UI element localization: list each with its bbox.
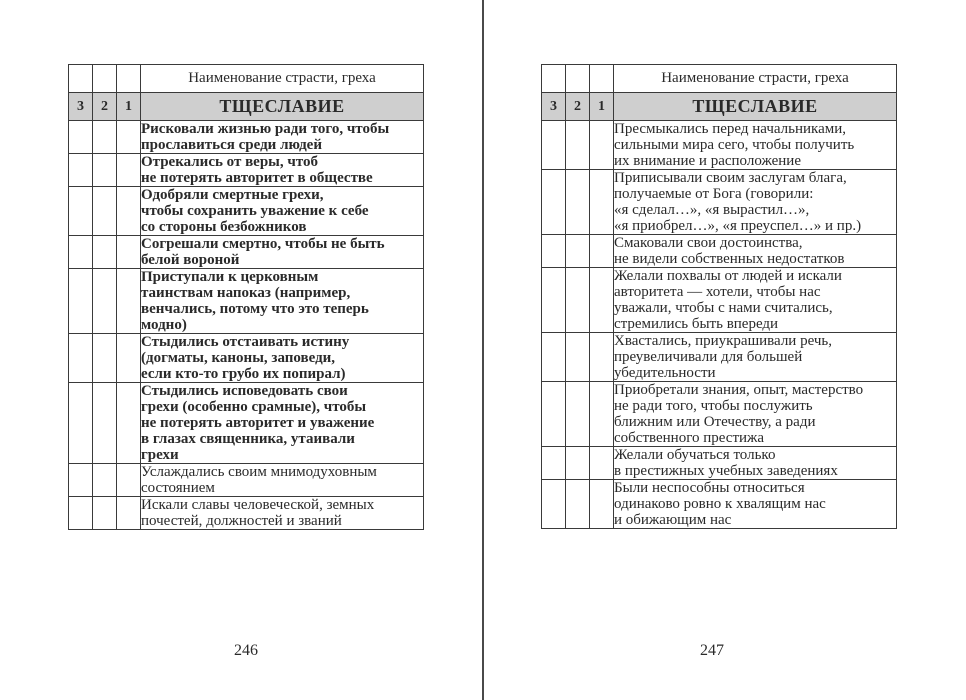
mark-cell[interactable]: [69, 121, 93, 154]
mark-cell[interactable]: [93, 464, 117, 497]
column-number-3: 3: [542, 93, 566, 121]
sin-text-line: ближним или Отечеству, а ради: [614, 414, 816, 430]
sin-text-line: Смаковали свои достоинства,: [614, 235, 803, 251]
mark-cell[interactable]: [69, 497, 93, 530]
empty-header-cell: [590, 65, 614, 93]
mark-cell[interactable]: [590, 121, 614, 170]
table-header-row: [69, 65, 424, 93]
mark-cell[interactable]: [93, 383, 117, 464]
mark-cell[interactable]: [566, 333, 590, 382]
mark-cell[interactable]: [117, 383, 141, 464]
sin-description: [614, 333, 897, 382]
sin-text-line: Одобряли смертные грехи,: [141, 187, 324, 203]
sin-text-line: получаемые от Бога (говорили:: [614, 186, 814, 202]
section-title-row: [69, 93, 424, 121]
sin-description: [141, 187, 424, 236]
sin-row: [69, 383, 424, 464]
mark-cell[interactable]: [566, 268, 590, 333]
sin-text-line: Приступали к церковным: [141, 269, 319, 285]
sin-text-line: Хвастались, приукрашивали речь,: [614, 333, 833, 349]
confession-table-right: [541, 64, 897, 529]
sin-row: [69, 269, 424, 334]
sin-text-line: не видели собственных недостатков: [614, 251, 845, 267]
mark-cell[interactable]: [542, 447, 566, 480]
sin-text-line: состоянием: [141, 480, 215, 496]
mark-cell[interactable]: [542, 235, 566, 268]
sin-text-line: венчались, потому что это теперь: [141, 301, 369, 317]
sin-text-line: со стороны безбожников: [141, 219, 307, 235]
mark-cell[interactable]: [117, 497, 141, 530]
sin-text-line: грехи (особенно срамные), чтобы: [141, 399, 367, 415]
mark-cell[interactable]: [93, 154, 117, 187]
mark-cell[interactable]: [590, 333, 614, 382]
sin-text-line: Согрешали смертно, чтобы не быть: [141, 236, 385, 252]
mark-cell[interactable]: [93, 236, 117, 269]
sin-description: [614, 268, 897, 333]
sin-description: [141, 154, 424, 187]
mark-cell[interactable]: [590, 382, 614, 447]
sin-text-line: чтобы сохранить уважение к себе: [141, 203, 369, 219]
mark-cell[interactable]: [590, 170, 614, 235]
mark-cell[interactable]: [566, 121, 590, 170]
sin-text-line: не ради того, чтобы послужить: [614, 398, 813, 414]
column-number-2: 2: [566, 93, 590, 121]
mark-cell[interactable]: [566, 447, 590, 480]
sin-text-line: уважали, чтобы с нами считались,: [614, 300, 833, 316]
mark-cell[interactable]: [69, 236, 93, 269]
sin-row: [69, 464, 424, 497]
sin-text-line: Приобретали знания, опыт, мастерство: [614, 382, 864, 398]
empty-header-cell: [93, 65, 117, 93]
sin-text-line: «я приобрел…», «я преуспел…» и пр.): [614, 218, 862, 234]
section-title: ТЩЕСЛАВИЕ: [614, 93, 897, 121]
empty-header-cell: [542, 65, 566, 93]
mark-cell[interactable]: [117, 121, 141, 154]
sin-description: [141, 121, 424, 154]
table-header-row: [542, 65, 897, 93]
sin-text-line: одинаково ровно к хвалящим нас: [614, 496, 826, 512]
sin-description: [141, 383, 424, 464]
mark-cell[interactable]: [93, 334, 117, 383]
sin-text-line: собственного престижа: [614, 430, 765, 446]
sin-text-line: сильными мира сего, чтобы получить: [614, 137, 855, 153]
mark-cell[interactable]: [117, 464, 141, 497]
sin-description: [614, 382, 897, 447]
empty-header-cell: [566, 65, 590, 93]
mark-cell[interactable]: [93, 187, 117, 236]
column-number-1: 1: [117, 93, 141, 121]
mark-cell[interactable]: [117, 154, 141, 187]
mark-cell[interactable]: [566, 170, 590, 235]
empty-header-cell: [69, 65, 93, 93]
sin-description: [141, 464, 424, 497]
sin-row: [69, 121, 424, 154]
sin-text-line: преувеличивали для большей: [614, 349, 803, 365]
right-page: [484, 0, 966, 700]
sin-text-line: не потерять авторитет и уважение: [141, 415, 375, 431]
sin-row: [69, 187, 424, 236]
sin-text-line: почестей, должностей и званий: [141, 513, 342, 529]
sin-text-line: Отрекались от веры, чтоб: [141, 154, 319, 170]
sin-row: [542, 121, 897, 170]
sin-text-line: авторитета — хотели, чтобы нас: [614, 284, 821, 300]
sin-text-line: в глазах священника, утаивали: [141, 431, 355, 447]
mark-cell[interactable]: [117, 236, 141, 269]
sin-description: [614, 235, 897, 268]
mark-cell[interactable]: [69, 187, 93, 236]
sin-description: [141, 269, 424, 334]
sin-row: [542, 170, 897, 235]
sin-description: [141, 334, 424, 383]
sin-text-line: «я сделал…», «я вырастил…»,: [614, 202, 810, 218]
sin-text-line: Рисковали жизнью ради того, чтобы: [141, 121, 390, 137]
sin-text-line: прославиться среди людей: [141, 137, 322, 153]
mark-cell[interactable]: [590, 480, 614, 529]
mark-cell[interactable]: [590, 447, 614, 480]
sin-text-line: их внимание и расположение: [614, 153, 801, 169]
sin-text-line: Пресмыкались перед начальниками,: [614, 121, 847, 137]
mark-cell[interactable]: [542, 333, 566, 382]
sin-text-line: если кто-то грубо их попирал): [141, 366, 346, 382]
sin-row: [542, 235, 897, 268]
mark-cell[interactable]: [93, 121, 117, 154]
left-page: [0, 0, 482, 700]
mark-cell[interactable]: [542, 382, 566, 447]
sin-description: [614, 480, 897, 529]
mark-cell[interactable]: [590, 268, 614, 333]
confession-table-left: [68, 64, 424, 530]
column-number-3: 3: [69, 93, 93, 121]
sin-text-line: Желали похвалы от людей и искали: [614, 268, 842, 284]
sin-text-line: модно): [141, 317, 187, 333]
sin-description: [614, 447, 897, 480]
mark-cell[interactable]: [117, 334, 141, 383]
sin-text-line: Желали обучаться только: [614, 447, 776, 463]
sin-text-line: и обижающим нас: [614, 512, 732, 528]
sin-text-line: белой вороной: [141, 252, 240, 268]
mark-cell[interactable]: [542, 480, 566, 529]
empty-header-cell: [117, 65, 141, 93]
mark-cell[interactable]: [542, 268, 566, 333]
sin-row: [69, 154, 424, 187]
sin-text-line: убедительности: [614, 365, 716, 381]
sin-row: [542, 382, 897, 447]
sin-row: [542, 333, 897, 382]
sin-text-line: в престижных учебных заведениях: [614, 463, 838, 479]
sin-description: [141, 236, 424, 269]
sin-description: [614, 121, 897, 170]
mark-cell[interactable]: [566, 480, 590, 529]
sin-row: [542, 480, 897, 529]
mark-cell[interactable]: [69, 154, 93, 187]
sin-row: [69, 497, 424, 530]
sin-text-line: Стыдились исповедовать свои: [141, 383, 348, 399]
mark-cell[interactable]: [93, 497, 117, 530]
mark-cell[interactable]: [69, 464, 93, 497]
sin-text-line: Стыдились отстаивать истину: [141, 334, 350, 350]
page-number: 247: [700, 642, 724, 659]
mark-cell[interactable]: [590, 235, 614, 268]
mark-cell[interactable]: [542, 170, 566, 235]
sin-row: [69, 236, 424, 269]
sin-text-line: не потерять авторитет в обществе: [141, 170, 373, 186]
mark-cell[interactable]: [69, 269, 93, 334]
column-header-label: Наименование страсти, греха: [614, 65, 897, 93]
section-title-row: [542, 93, 897, 121]
sin-text-line: Услаждались своим мнимодуховным: [141, 464, 377, 480]
section-title: ТЩЕСЛАВИЕ: [141, 93, 424, 121]
mark-cell[interactable]: [117, 187, 141, 236]
column-header-label: Наименование страсти, греха: [141, 65, 424, 93]
sin-text-line: таинствам напоказ (например,: [141, 285, 351, 301]
sin-row: [542, 268, 897, 333]
mark-cell[interactable]: [69, 334, 93, 383]
column-number-2: 2: [93, 93, 117, 121]
sin-text-line: Искали славы человеческой, земных: [141, 497, 375, 513]
sin-text-line: грехи: [141, 447, 179, 463]
sin-row: [69, 334, 424, 383]
sin-row: [542, 447, 897, 480]
sin-description: [614, 170, 897, 235]
mark-cell[interactable]: [542, 121, 566, 170]
sin-text-line: стремились быть впереди: [614, 316, 779, 332]
mark-cell[interactable]: [69, 383, 93, 464]
mark-cell[interactable]: [93, 269, 117, 334]
mark-cell[interactable]: [117, 269, 141, 334]
sin-text-line: (догматы, каноны, заповеди,: [141, 350, 336, 366]
mark-cell[interactable]: [566, 382, 590, 447]
page-number: 246: [234, 642, 258, 659]
column-number-1: 1: [590, 93, 614, 121]
sin-text-line: Были неспособны относиться: [614, 480, 805, 496]
mark-cell[interactable]: [566, 235, 590, 268]
sin-description: [141, 497, 424, 530]
sin-text-line: Приписывали своим заслугам блага,: [614, 170, 847, 186]
